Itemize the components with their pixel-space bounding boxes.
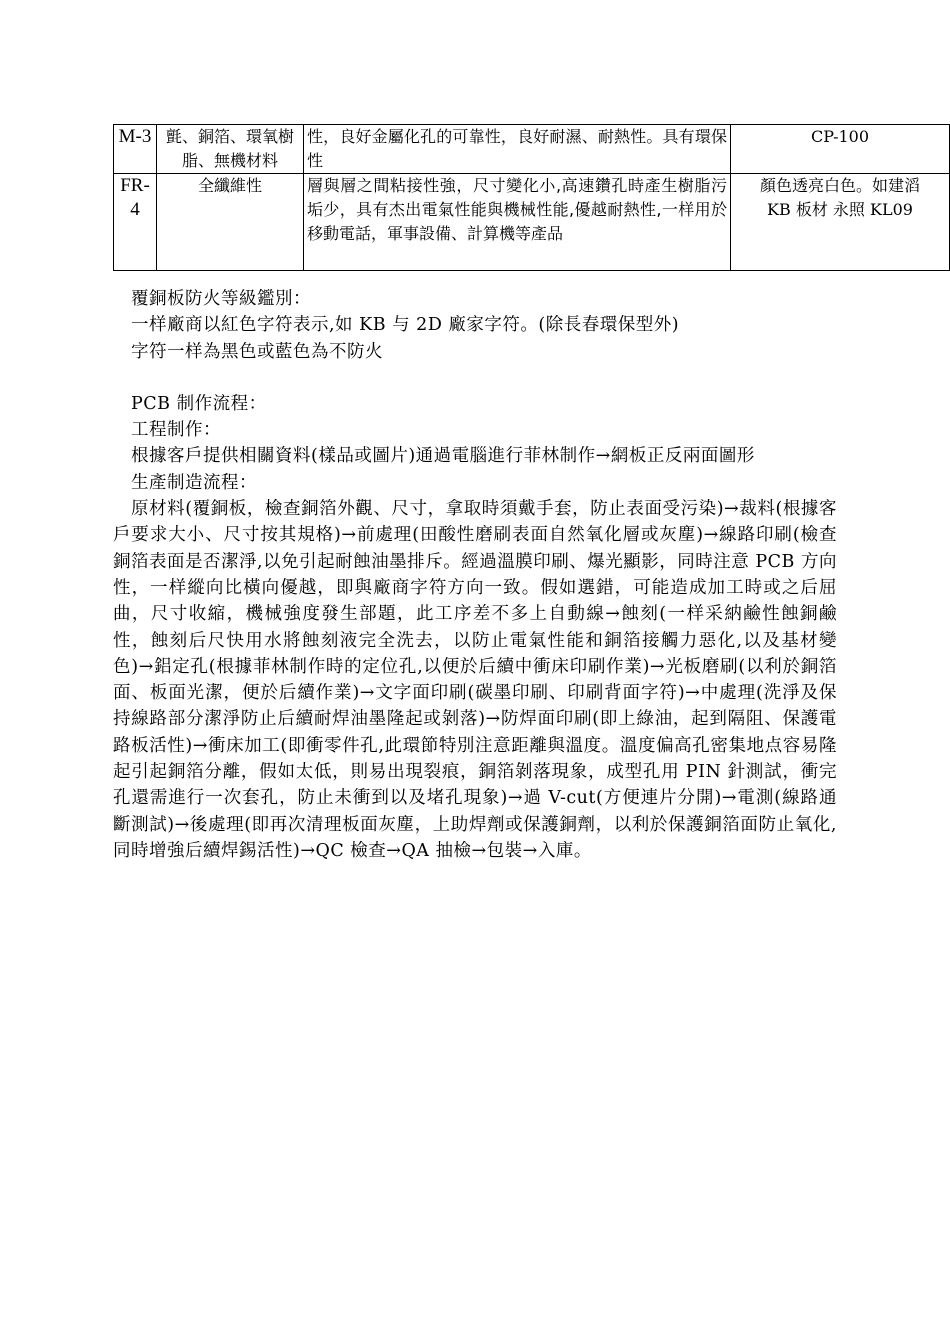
body-text bbox=[113, 286, 837, 864]
note-cell bbox=[731, 174, 950, 271]
features-cell: 層與層之間粘接性強，尺寸變化小,高速鑽孔時產生樹脂污垢少，具有杰出電氣性能與機械性能,優越耐熱性,一样用於移動電話，軍事設備、計算機等產品 bbox=[304, 174, 731, 271]
paragraph bbox=[113, 443, 837, 469]
paragraph: 字符一样為黑色或藍色為不防火 bbox=[131, 341, 383, 362]
features-cell: 性，良好金屬化孔的可靠性，良好耐濕、耐熱性。具有環保性 bbox=[304, 125, 731, 174]
laminate-spec-table bbox=[113, 124, 950, 271]
note-line: KB 板材 永照 KL09 bbox=[767, 200, 913, 219]
material-cell: 全纖維性 bbox=[157, 174, 304, 271]
paragraph bbox=[113, 496, 837, 864]
pcb-process-heading: PCB 制作流程： bbox=[131, 393, 267, 414]
engineering-body: 根據客戶提供相關資料(樣品或圖片)通過電腦進行菲林制作→網板正反兩面圖形 bbox=[131, 446, 755, 467]
grade-code-cell: FR-4 bbox=[114, 174, 157, 271]
table-row bbox=[114, 125, 950, 174]
production-body: 原材料(覆銅板，檢查銅箔外觀、尺寸，拿取時須戴手套，防止表面受污染)→裁料(根據客戶要求大小、尺寸按其規格)→前處理(田酸性磨刷表面自然氧化層或灰塵)→線路印刷(檢查銅箔表面是否潔淨,以免引起耐蝕油墨排斥。經過溫膜印刷、爆光顯影，同時注意 PCB 方向性，一样縱向比橫向優越，即與廠商字符方向一致。假如選錯，可能造成加工時或之后屈曲，尺寸收縮，機械強度發生部題，此工序差不多上自動線→蝕刻(一样采納鹼性蝕銅鹼性，蝕刻后尺快用水將蝕刻液完全洗去，以防止電氣性能和銅箔接觸力惡化,以及基材變色)→鋁定孔(根據菲林制作時的定位孔,以便於后續中衝床印刷作業)→光板磨刷(以利於銅箔面、板面光潔，便於后續作業)→文字面印刷(碳墨印刷、印刷背面字符)→中處理(洗淨及保持線路部分潔淨防止后續耐焊油墨隆起或剝落)→防焊面印刷(即上綠油，起到隔阻、保護電路板活性)→衝床加工(即衝零件孔,此環節特別注意距離與溫度。溫度偏高孔密集地点容易隆起引起銅箔分離，假如太低，則易出現裂痕，銅箔剝落現象，成型孔用 PIN 針測試，衝完孔還需進行一次套孔，防止未衝到以及堵孔現象)→過 V-cut(方便連片分開)→電測(線路通斷測試)→後處理(即再次清理板面灰塵，上助焊劑或保護銅劑，以利於保護銅箔面防止氧化,同時增強后續焊錫活性)→QC 檢查→QA 抽檢→包裝→入庫。 bbox=[113, 499, 837, 861]
fire-rating-heading: 覆銅板防火等級鑑別： bbox=[131, 289, 311, 309]
note-line: 顏色透亮白色。如建滔 bbox=[759, 176, 920, 195]
production-heading: 生產制造流程： bbox=[131, 472, 257, 493]
note-cell: CP-100 bbox=[731, 125, 950, 174]
table-row bbox=[114, 174, 950, 271]
engineering-heading: 工程制作： bbox=[131, 420, 221, 441]
blank-line bbox=[113, 365, 837, 391]
paragraph: 一样廠商以紅色字符表示,如 KB 与 2D 廠家字符。(除長春環保型外) bbox=[131, 315, 680, 336]
material-cell: 氈、銅箔、環氧樹脂、無機材料 bbox=[157, 125, 304, 174]
grade-code-cell: M-3 bbox=[114, 125, 157, 174]
